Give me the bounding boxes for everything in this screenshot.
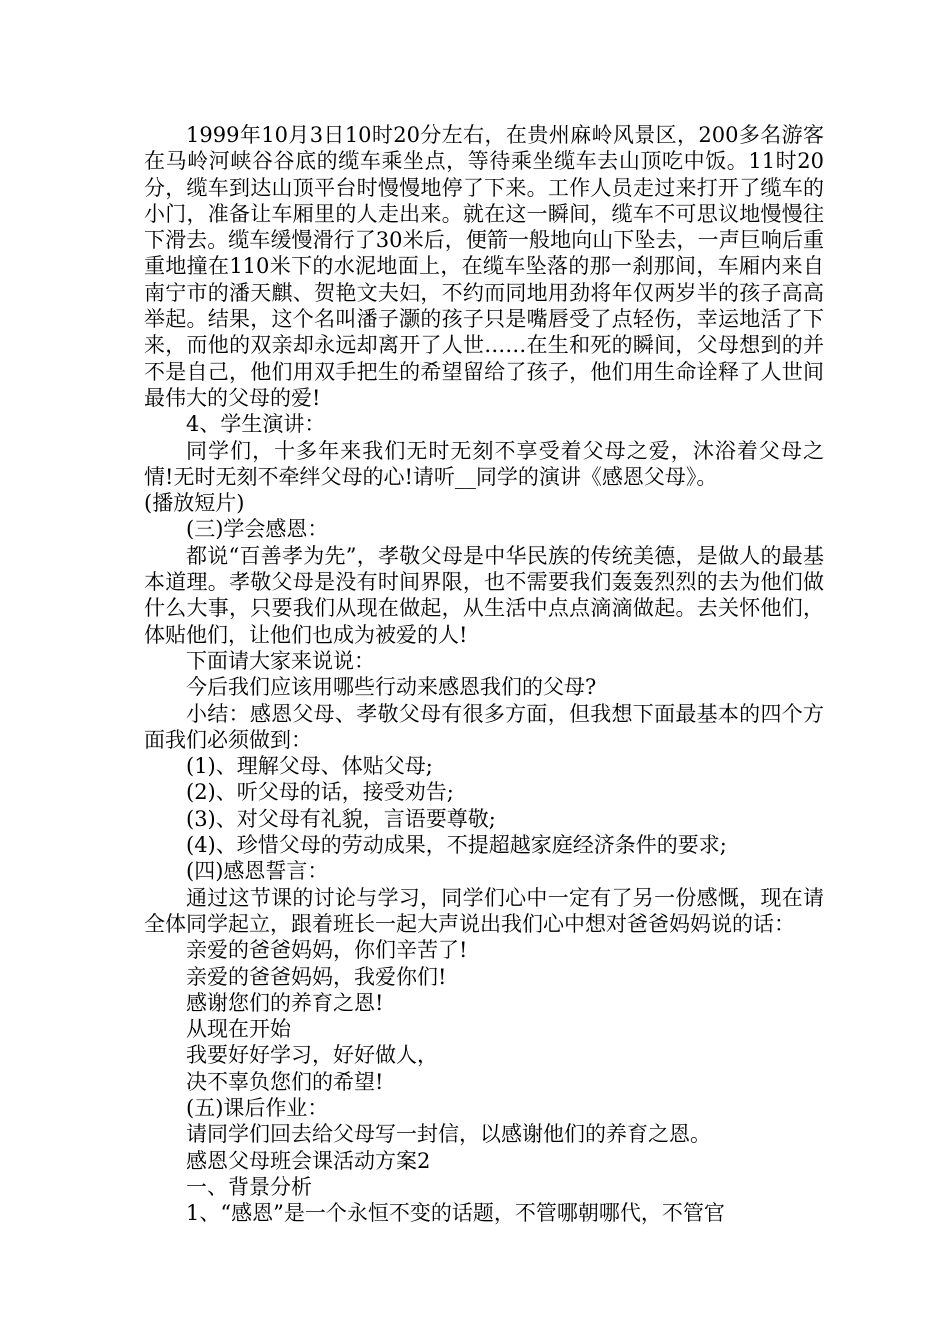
list-item-1: (1)、理解父母、体贴父母; — [186, 754, 433, 779]
heading-student-speech: 4、学生演讲： — [186, 412, 326, 437]
oath-line-3: 感谢您们的养育之恩! — [186, 990, 384, 1015]
paragraph-homework: 请同学们回去给父母写一封信，以感谢他们的养育之恩。 — [186, 1122, 711, 1147]
note-play-video: (播放短片) — [144, 491, 245, 516]
paragraph-story: 1999年10月3日10时20分左右，在贵州麻岭风景区，200多名游客在马岭河峡谷谷底的缆车乘坐点，等待乘坐缆车去山顶吃中饭。11时20分，缆车到达山顶平台时慢慢地停了下来。工作人员走过来打开了缆车的小门，准备让车厢里的人走出来。就在这一瞬间，缆车不可思议地慢慢往下滑去。缆车缓慢滑行了30米后，便箭一般地向山下坠去，一声巨响后重重地撞在110米下的水泥地面上，在缆车坠落的那一刹那间，车厢内来自南宁市的潘天麒、贺艳文夫妇，不约而同地用劲将年仅两岁半的孩子高高举起。结果，这个名叫潘子灏的孩子只是嘴唇受了点轻伤，幸运地活了下来，而他的双亲却永远却离开了人世……在生和死的瞬间，父母想到的并不是自己，他们用双手把生的希望留给了孩子，他们用生命诠释了人世间最伟大的父母的爱! — [144, 123, 824, 410]
paragraph-speech-intro: 同学们，十多年来我们无时无刻不享受着父母之爱，沐浴着父母之情!无时无刻不牵绊父母的心!请听__同学的演讲《感恩父母》。 — [144, 438, 824, 489]
heading-background: 一、背景分析 — [186, 1174, 312, 1199]
paragraph-filial-piety: 都说“百善孝为先”，孝敬父母是中华民族的传统美德，是做人的最基本道理。孝敬父母是没有时间界限，也不需要我们轰轰烈烈的去为他们做什么大事，只要我们从现在做起，从生活中点点滴滴做起。去关怀他们，体贴他们，让他们也成为被爱的人! — [144, 543, 824, 647]
oath-line-1: 亲爱的爸爸妈妈，你们辛苦了! — [186, 938, 468, 963]
list-item-2: (2)、听父母的话，接受劝告; — [186, 780, 454, 805]
document-body — [144, 122, 824, 1226]
section-title-plan-2: 感恩父母班会课活动方案2 — [186, 1148, 431, 1173]
heading-learn-gratitude: (三)学会感恩： — [186, 517, 329, 542]
paragraph-background-1: 1、“感恩”是一个永恒不变的话题，不管哪朝哪代，不管官 — [186, 1201, 725, 1226]
paragraph-summary: 小结：感恩父母、孝敬父母有很多方面，但我想下面最基本的四个方面我们必须做到： — [144, 701, 824, 752]
oath-line-2: 亲爱的爸爸妈妈，我爱你们! — [186, 964, 447, 989]
oath-line-4: 从现在开始 — [186, 1017, 291, 1042]
paragraph-discussion-prompt: 下面请大家来说说： — [186, 648, 375, 673]
paragraph-discussion-question: 今后我们应该用哪些行动来感恩我们的父母? — [186, 675, 597, 700]
heading-homework: (五)课后作业： — [186, 1095, 329, 1120]
heading-gratitude-oath: (四)感恩誓言： — [186, 859, 329, 884]
paragraph-oath-intro: 通过这节课的讨论与学习，同学们心中一定有了另一份感慨，现在请全体同学起立，跟着班长一起大声说出我们心中想对爸爸妈妈说的话： — [144, 885, 824, 936]
oath-line-6: 决不辜负您们的希望! — [186, 1069, 384, 1094]
list-item-3: (3)、对父母有礼貌，言语要尊敬; — [186, 806, 496, 831]
list-item-4: (4)、珍惜父母的劳动成果，不提超越家庭经济条件的要求; — [186, 833, 727, 858]
oath-line-5: 我要好好学习，好好做人， — [186, 1043, 438, 1068]
